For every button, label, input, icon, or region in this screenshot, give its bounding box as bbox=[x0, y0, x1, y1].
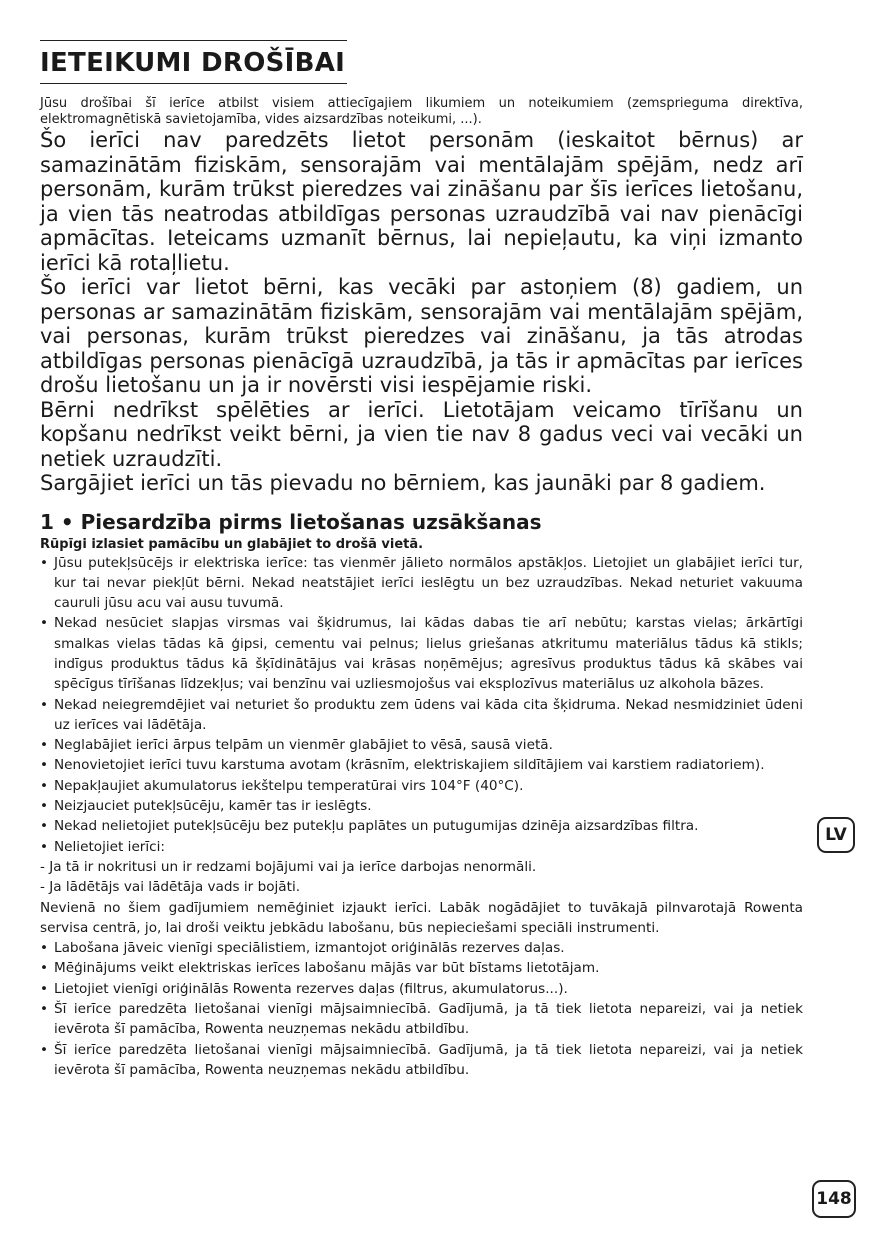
page-number-badge: 148 bbox=[812, 1180, 856, 1218]
list-item: • Nepakļaujiet akumulatorus iekštelpu temperatūrai virs 104°F (40°C). bbox=[40, 776, 803, 796]
service-paragraph: Nevienā no šiem gadījumiem nemēģiniet izjaukt ierīci. Labāk nogādājiet to tuvākajā pilnvarotajā Rowenta servisa centrā, jo, lai droši veiktu jebkādu labošanu, būs nepieciešami speciāli instrumenti. bbox=[40, 899, 803, 936]
title-block bbox=[40, 40, 347, 84]
repair-list bbox=[40, 938, 803, 1080]
language-badge: LV bbox=[817, 817, 855, 853]
list-item: • Nekad nesūciet slapjas virsmas vai šķidrumus, lai kādas dabas tie arī nebūtu; karstas vielas; ārkārtīgi smalkas vielas tādas kā ģipsi, cementu vai pelnus; lielus griešanas atkritumu materiālus tādus kā stikls; indīgus produktus tādus kā šķīdinātājus vai krāsas noņēmējus; agresīvus produktus tādus kā skābes vai spēcīgus tīrīšanas līdzekļus; vai benzīnu vai uzliesmojošus vai eksplozīvus materiālus uz alkohola bāzes. bbox=[40, 613, 803, 694]
warning-paragraph: Šo ierīci nav paredzēts lietot personām (ieskaitot bērnus) ar samazinātām fiziskām, sensorajām vai mentālajām spējām, nedz arī personām, kurām trūkst pieredzes vai zināšanu par šīs ierīces lietošanu, ja vien tās neatrodas atbildīgas personas uzraudzībā vai nav pienācīgi apmācītas. Ieteicams uzmanīt bērnus, lai nepieļautu, ka viņi izmanto ierīci kā rotaļlietu. bbox=[40, 128, 803, 275]
list-item: • Neizjauciet putekļsūcēju, kamēr tas ir ieslēgts. bbox=[40, 796, 803, 816]
list-item: • Labošana jāveic vienīgi speciālistiem, izmantojot oriģinālās rezerves daļas. bbox=[40, 938, 803, 958]
dash-item: - Ja lādētājs vai lādētāja vads ir bojāti. bbox=[40, 879, 301, 896]
page-title: IETEIKUMI DROŠĪBAI bbox=[40, 48, 346, 78]
list-item: • Nekad nelietojiet putekļsūcēju bez putekļu paplātes un putugumijas dzinēja aizsardzības filtra. bbox=[40, 816, 803, 836]
precautions-list bbox=[40, 553, 803, 857]
manual-page bbox=[40, 40, 803, 1080]
list-item: • Lietojiet vienīgi oriģinālās Rowenta rezerves daļas (filtrus, akumulatorus...). bbox=[40, 979, 803, 999]
warning-paragraph: Sargājiet ierīci un tās pievadu no bērniem, kas jaunāki par 8 gadiem. bbox=[40, 471, 766, 495]
section-subheading: Rūpīgi izlasiet pamācību un glabājiet to drošā vietā. bbox=[40, 536, 424, 552]
child-safety-warnings bbox=[40, 128, 803, 496]
list-item: • Jūsu putekļsūcējs ir elektriska ierīce: tas vienmēr jālieto normālos apstākļos. Lietojiet un glabājiet ierīci tur, kur tai nevar piekļūt bērni. Nekad neatstājiet ierīci ieslēgtu un bez uzraudzības. Nekad neturiet vakuuma cauruli jūsu acu vai ausu tuvumā. bbox=[40, 553, 803, 614]
list-item: • Šī ierīce paredzēta lietošanai vienīgi mājsaimniecībā. Gadījumā, ja tā tiek lietota nepareizi, vai ja netiek ievērota šī pamācība, Rowenta neuzņemas nekādu atbildību. bbox=[40, 1040, 803, 1081]
list-item: • Neglabājiet ierīci ārpus telpām un vienmēr glabājiet to vēsā, sausā vietā. bbox=[40, 735, 803, 755]
list-item: • Nenovietojiet ierīci tuvu karstuma avotam (krāsnīm, elektriskajiem sildītājiem vai karstiem radiatoriem). bbox=[40, 755, 803, 775]
list-item: • Nelietojiet ierīci: bbox=[40, 837, 803, 857]
intro-paragraph: Jūsu drošībai šī ierīce atbilst visiem attiecīgajiem likumiem un noteikumiem (zemsprieguma direktīva, elektromagnētiskā savietojamība, vides aizsardzības noteikumi, ...). bbox=[40, 96, 803, 127]
list-item: • Šī ierīce paredzēta lietošanai vienīgi mājsaimniecībā. Gadījumā, ja tā tiek lietota nepareizi, vai ja netiek ievērota šī pamācība, Rowenta neuzņemas nekādu atbildību. bbox=[40, 999, 803, 1040]
section-body bbox=[40, 553, 803, 1081]
list-item: • Nekad neiegremdējiet vai neturiet šo produktu zem ūdens vai kāda cita šķidruma. Nekad nesmidziniet ūdeni uz ierīces vai lādētāja. bbox=[40, 695, 803, 736]
list-item: • Mēģinājums veikt elektriskas ierīces labošanu mājās var būt bīstams lietotājam. bbox=[40, 958, 803, 978]
section-heading: 1 • Piesardzība pirms lietošanas uzsākšanas bbox=[40, 509, 542, 534]
warning-paragraph: Šo ierīci var lietot bērni, kas vecāki par astoņiem (8) gadiem, un personas ar samazinātām fiziskām, sensorajām vai mentālajām spējām, vai personas, kurām trūkst pieredzes vai zināšanu, ja tās atrodas atbildīgas personas pienācīgā uzraudzībā, ja tās ir apmācītas par ierīces drošu lietošanu un ja ir novērsti visi iespējamie riski. bbox=[40, 275, 803, 397]
dash-item: - Ja tā ir nokritusi un ir redzami bojājumi vai ja ierīce darbojas nenormāli. bbox=[40, 858, 537, 875]
warning-paragraph: Bērni nedrīkst spēlēties ar ierīci. Lietotājam veicamo tīrīšanu un kopšanu nedrīkst veikt bērni, ja vien tie nav 8 gadus veci vai vecāki un netiek uzraudzīti. bbox=[40, 397, 803, 471]
